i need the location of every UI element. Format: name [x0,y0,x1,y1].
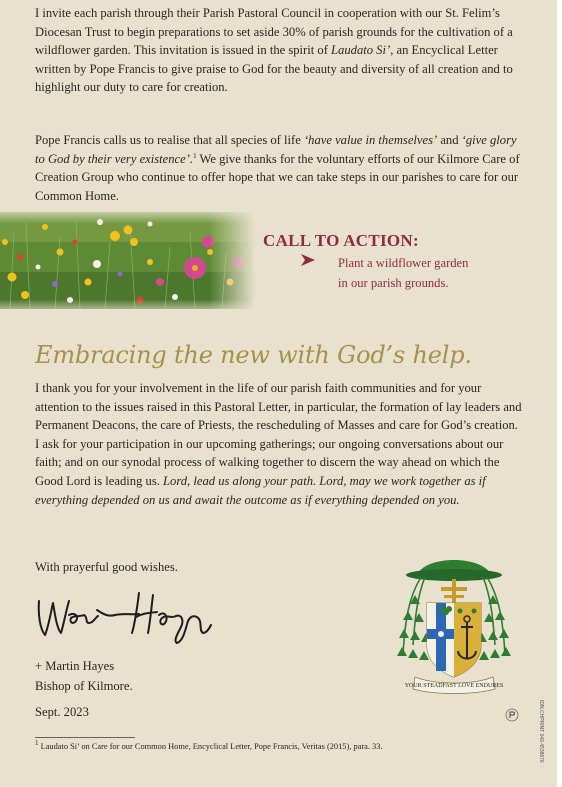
section-heading: Embracing the new with God’s help. [35,341,472,369]
letter-date: Sept. 2023 [35,705,89,719]
footnote: $^1$ Laudato Si’ on Care for our Common Home, Encyclical Letter, Pope Francis, Veritas (2015), para. 33. [35,739,383,751]
signature-image [33,585,218,645]
quote-paragraph: Pope Francis calls us to realise that all species of life ‘have value in themselves’ and ‘give glory to God by their very existence’.$^1$ We give thanks for the voluntary efforts of our Kilmore Care of Creation Group who continue to offer hope that we can take steps in our parishes to care for our Common Home. [35,133,520,203]
crest-motto: YOUR STEADFAST LOVE ENDURES [404,683,504,689]
intro-paragraph: I invite each parish through their Parish Pastoral Council in cooperation with our St. Felim’s Diocesan Trust to begin preparations to set aside 30% of parish grounds for the cultivation of a wildflower garden. This invitation is issued in the spirit of Laudato Si’, an Encyclical Letter written by Pope Francis to give praise to God for the beauty and diversity of all creation and to highlight our duty to care for creation. [35,6,513,95]
call-to-action-text: Plant a wildflower garden in our parish grounds. [338,256,469,290]
coat-of-arms [395,527,513,697]
signer-block [35,657,133,696]
signer-title: Bishop of Kilmore. [35,678,133,693]
closing-wishes: With prayerful good wishes. [35,560,178,574]
printer-logo-icon [505,708,519,722]
closing-paragraph: I thank you for your involvement in the life of our parish faith communities and for your attention to the issues raised in this Pastoral Letter, in particular, the formation of lay leaders and Permanent Deacons, the care of Priests, the rescheduling of Masses and care for God’s creation. I ask for your participation in our upcoming gatherings; our ongoing conversations about our faith; and on our synodal process of walking together to discern the way ahead on which the Good Lord is leading us. Lord, lead us along your path. Lord, may we work together as if everything depended on us and await the outcome as if everything depended on you. [35,381,522,507]
footnote-divider [35,737,135,738]
signer-name: + Martin Hayes [35,659,115,673]
footnote-ref: 1 [193,151,197,160]
wildflower-photo [0,212,255,309]
call-to-action-title: CALL TO ACTION: [263,231,419,250]
arrow-icon [301,254,315,266]
print-code: IDN.CHPRINT 049 4538676 [538,700,544,763]
